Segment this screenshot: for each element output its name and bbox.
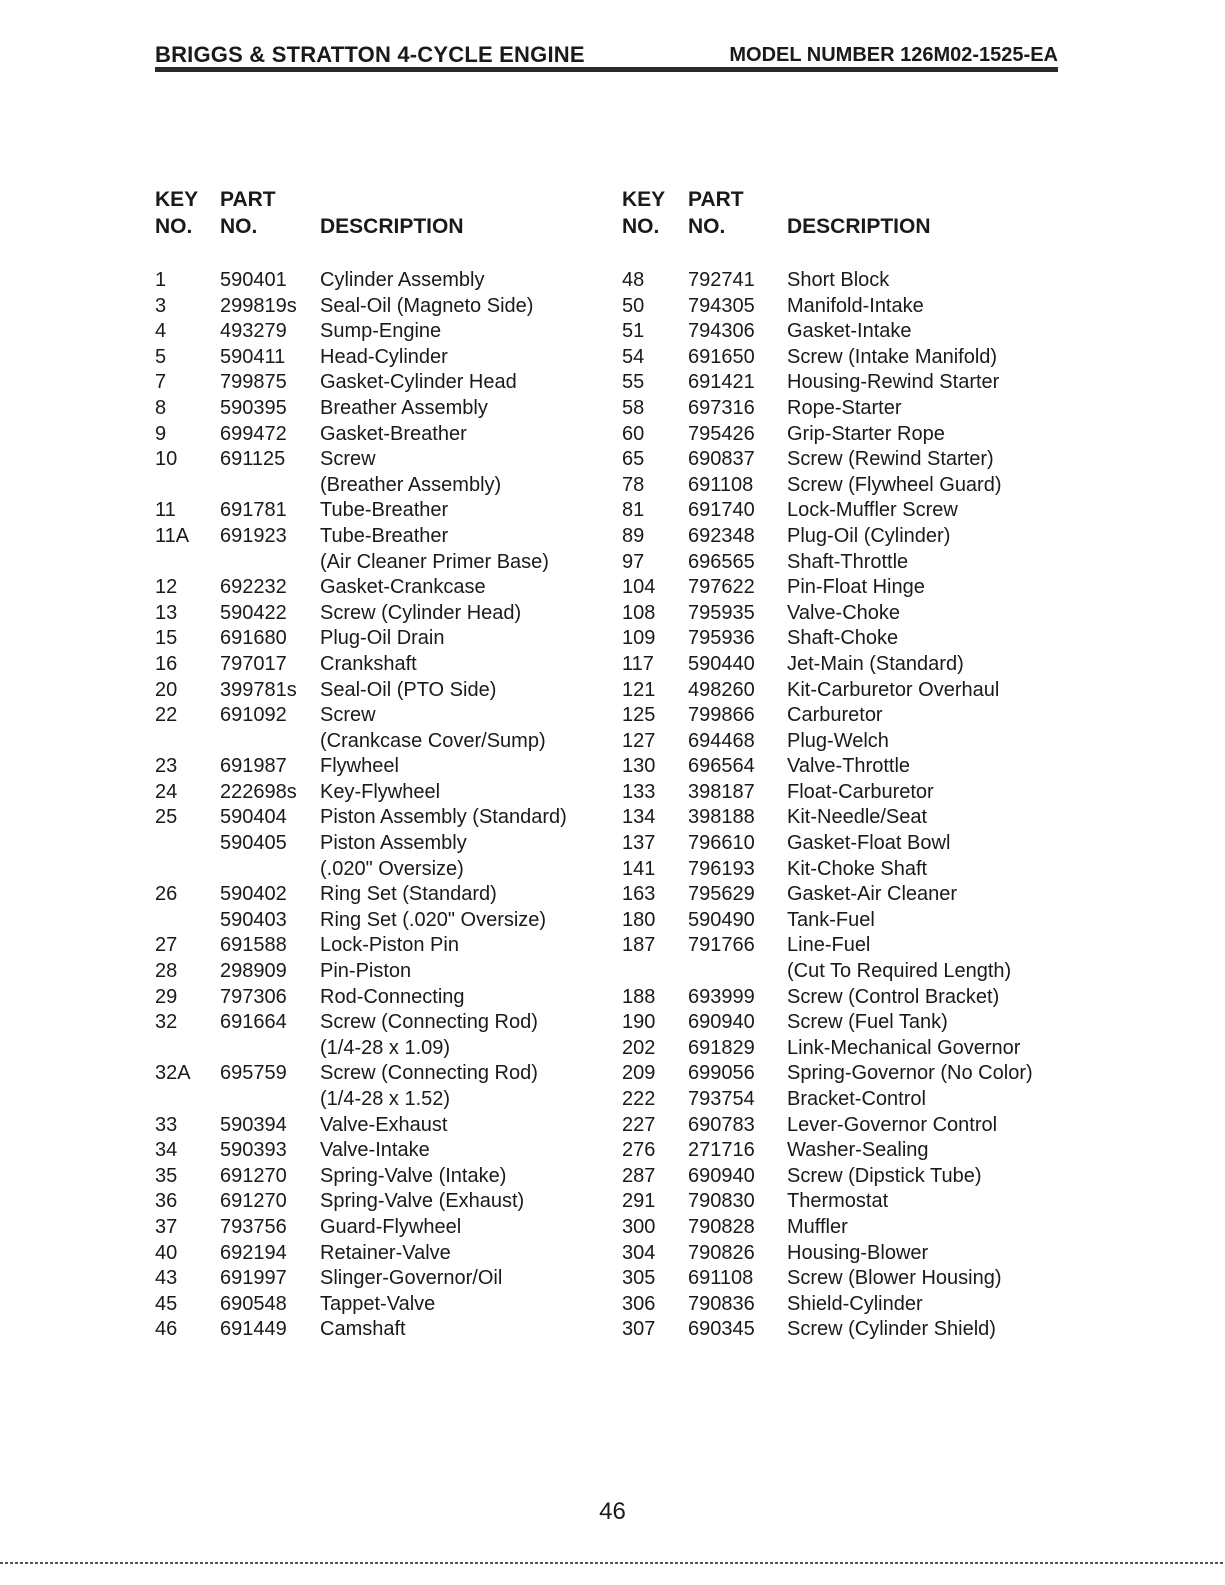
part-description: Screw — [320, 704, 376, 727]
key-number: 40 — [155, 1241, 178, 1264]
part-description: Washer-Sealing — [787, 1139, 929, 1162]
part-description: Grip-Starter Rope — [787, 422, 945, 445]
part-description: Spring-Valve (Intake) — [320, 1164, 507, 1187]
part-number: 590403 — [220, 908, 287, 931]
part-description: Lock-Muffler Screw — [787, 499, 958, 522]
key-number: 51 — [622, 320, 645, 343]
description-header: DESCRIPTION — [320, 215, 464, 238]
key-number: 305 — [622, 1267, 656, 1290]
key-number: 10 — [155, 448, 178, 471]
part-number: 794306 — [688, 320, 755, 343]
part-description: Rope-Starter — [787, 396, 902, 419]
part-description: Manifold-Intake — [787, 294, 924, 317]
part-description: Screw (Fuel Tank) — [787, 1011, 948, 1034]
part-description: Piston Assembly (Standard) — [320, 806, 567, 829]
key-number: 26 — [155, 883, 178, 906]
part-number: 590404 — [220, 806, 287, 829]
part-number: 590402 — [220, 883, 287, 906]
key-number: 202 — [622, 1036, 656, 1059]
key-number: 141 — [622, 857, 656, 880]
part-description: Shield-Cylinder — [787, 1292, 923, 1315]
key-number: 46 — [155, 1318, 178, 1341]
key-number: 108 — [622, 601, 656, 624]
key-number: 287 — [622, 1164, 656, 1187]
description-header: DESCRIPTION — [787, 215, 931, 238]
part-description: Muffler — [787, 1215, 848, 1238]
key-number: 65 — [622, 448, 645, 471]
part-number: 691781 — [220, 499, 287, 522]
part-description: Tube-Breather — [320, 524, 449, 547]
part-number: 699056 — [688, 1062, 755, 1085]
part-description: Shaft-Choke — [787, 627, 899, 650]
part-number: 690940 — [688, 1011, 755, 1034]
part-description: Bracket-Control — [787, 1088, 926, 1110]
part-description: Cylinder Assembly — [320, 269, 485, 291]
part-number: 796610 — [688, 832, 755, 855]
key-number: 20 — [155, 678, 178, 701]
part-description: Breather Assembly — [320, 396, 488, 419]
part-number: 590393 — [220, 1139, 287, 1162]
part-description: (Air Cleaner Primer Base) — [320, 550, 549, 573]
part-number: 795426 — [688, 422, 755, 445]
key-number: 163 — [622, 883, 656, 906]
key-number: 3 — [155, 294, 167, 317]
part-number: 590394 — [220, 1113, 287, 1136]
key-number: 81 — [622, 499, 645, 522]
part-description: Screw (Blower Housing) — [787, 1267, 1002, 1290]
key-number: 35 — [155, 1164, 178, 1187]
part-description: Screw (Rewind Starter) — [787, 448, 994, 471]
part-description: Gasket-Crankcase — [320, 576, 486, 599]
part-header-line2: NO. — [220, 215, 258, 238]
key-number: 300 — [622, 1215, 656, 1238]
part-description: Kit-Needle/Seat — [787, 806, 928, 829]
key-header-line2: NO. — [622, 215, 660, 238]
part-number: 590490 — [688, 908, 755, 931]
part-number: 691650 — [688, 345, 755, 368]
part-description: Seal-Oil (PTO Side) — [320, 678, 497, 701]
part-number: 795936 — [688, 627, 755, 650]
part-description: Flywheel — [320, 755, 399, 778]
key-number: 25 — [155, 806, 178, 829]
part-header-line2: NO. — [688, 215, 726, 238]
key-number: 28 — [155, 960, 178, 983]
part-number: 398188 — [688, 806, 755, 829]
part-description: Seal-Oil (Magneto Side) — [320, 294, 534, 317]
part-number: 699472 — [220, 422, 287, 445]
key-number: 89 — [622, 524, 645, 547]
part-number: 691092 — [220, 704, 287, 727]
part-number: 790828 — [688, 1215, 755, 1238]
part-number: 799875 — [220, 371, 287, 394]
part-description: Screw (Dipstick Tube) — [787, 1164, 982, 1187]
document-title: BRIGGS & STRATTON 4-CYCLE ENGINE — [155, 42, 585, 67]
part-number: 691997 — [220, 1267, 287, 1290]
part-number: 691923 — [220, 524, 287, 547]
part-number: 691108 — [688, 473, 754, 496]
part-description: Sump-Engine — [320, 320, 442, 343]
part-number: 590422 — [220, 601, 287, 624]
part-number: 797017 — [220, 652, 287, 675]
key-header-line1: KEY — [155, 188, 199, 211]
part-number: 791766 — [688, 934, 755, 957]
part-number: 691125 — [220, 448, 286, 471]
part-number: 398187 — [688, 780, 755, 803]
part-number: 692348 — [688, 524, 755, 547]
key-number: 13 — [155, 601, 178, 624]
part-number: 691829 — [688, 1036, 755, 1059]
part-number: 692232 — [220, 576, 287, 599]
key-number: 54 — [622, 345, 645, 368]
key-number: 276 — [622, 1139, 656, 1162]
part-description: Kit-Choke Shaft — [787, 857, 928, 880]
key-number: 9 — [155, 422, 167, 445]
part-number: 696564 — [688, 755, 755, 778]
key-number: 60 — [622, 422, 645, 445]
key-number: 104 — [622, 576, 656, 599]
part-number: 696565 — [688, 550, 755, 573]
key-number: 11A — [155, 524, 190, 547]
part-description: Thermostat — [787, 1190, 889, 1213]
key-number: 16 — [155, 652, 178, 675]
part-number: 693999 — [688, 985, 755, 1008]
part-description: (Crankcase Cover/Sump) — [320, 729, 546, 752]
key-number: 97 — [622, 550, 645, 573]
part-description: Slinger-Governor/Oil — [320, 1267, 503, 1290]
part-number: 793756 — [220, 1215, 287, 1238]
key-number: 304 — [622, 1241, 656, 1264]
part-number: 691664 — [220, 1011, 287, 1034]
key-number: 227 — [622, 1113, 656, 1136]
key-number: 37 — [155, 1215, 178, 1238]
key-number: 29 — [155, 985, 178, 1008]
part-description: (Breather Assembly) — [320, 473, 502, 496]
key-number: 23 — [155, 755, 178, 778]
key-number: 190 — [622, 1011, 656, 1034]
key-number: 50 — [622, 294, 645, 317]
part-number: 790830 — [688, 1190, 755, 1213]
key-number: 1 — [155, 269, 167, 291]
part-description: Gasket-Cylinder Head — [320, 371, 517, 394]
key-header-line2: NO. — [155, 215, 193, 238]
part-description: Valve-Throttle — [787, 755, 911, 778]
key-header-line1: KEY — [622, 188, 666, 211]
part-description: Plug-Oil (Cylinder) — [787, 524, 951, 547]
key-number: 15 — [155, 627, 178, 650]
part-number: 691270 — [220, 1190, 287, 1213]
part-description: Spring-Governor (No Color) — [787, 1062, 1033, 1085]
part-description: Rod-Connecting — [320, 985, 465, 1008]
part-description: Lock-Piston Pin — [320, 934, 459, 957]
part-description: Screw (Intake Manifold) — [787, 345, 998, 368]
key-number: 55 — [622, 371, 645, 394]
part-description: Crankshaft — [320, 652, 417, 675]
key-number: 22 — [155, 704, 178, 727]
part-number: 691987 — [220, 755, 287, 778]
part-description: Retainer-Valve — [320, 1241, 451, 1264]
key-number: 180 — [622, 908, 656, 931]
part-description: Screw (Control Bracket) — [787, 985, 1000, 1008]
part-number: 299819s — [220, 294, 297, 317]
key-number: 137 — [622, 832, 656, 855]
key-number: 130 — [622, 755, 656, 778]
part-number: 399781s — [220, 678, 297, 701]
part-number: 590395 — [220, 396, 287, 419]
part-header-line1: PART — [688, 188, 744, 211]
part-number: 796193 — [688, 857, 755, 880]
key-number: 125 — [622, 704, 656, 727]
part-description: Gasket-Breather — [320, 422, 467, 445]
key-number: 24 — [155, 780, 178, 803]
part-number: 690940 — [688, 1164, 755, 1187]
key-number: 36 — [155, 1190, 178, 1213]
part-number: 691449 — [220, 1318, 287, 1341]
part-description: (Cut To Required Length) — [787, 960, 1012, 983]
key-number: 187 — [622, 934, 656, 957]
part-description: Camshaft — [320, 1318, 406, 1341]
part-description: Pin-Piston — [320, 960, 412, 983]
part-description: Screw — [320, 448, 376, 471]
key-number: 34 — [155, 1139, 178, 1162]
part-description: Valve-Exhaust — [320, 1113, 448, 1136]
part-description: Short Block — [787, 269, 890, 291]
part-number: 691270 — [220, 1164, 287, 1187]
part-number: 590401 — [220, 269, 287, 291]
part-description: Pin-Float Hinge — [787, 576, 925, 599]
key-number: 12 — [155, 576, 178, 599]
key-number: 307 — [622, 1318, 656, 1341]
key-number: 291 — [622, 1190, 656, 1213]
part-description: Head-Cylinder — [320, 345, 448, 368]
part-description: Screw (Connecting Rod) — [320, 1011, 538, 1034]
part-description: (1/4-28 x 1.09) — [320, 1036, 451, 1059]
part-header-line1: PART — [220, 188, 276, 211]
part-number: 797622 — [688, 576, 755, 599]
part-number: 797306 — [220, 985, 287, 1008]
key-number: 209 — [622, 1062, 656, 1085]
part-description: Piston Assembly — [320, 832, 467, 855]
part-number: 690345 — [688, 1318, 755, 1341]
part-number: 691740 — [688, 499, 755, 522]
part-description: Tube-Breather — [320, 499, 449, 522]
key-number: 78 — [622, 473, 645, 496]
part-description: (1/4-28 x 1.52) — [320, 1088, 451, 1110]
part-description: Housing-Rewind Starter — [787, 371, 1000, 394]
key-number: 11 — [155, 499, 176, 522]
part-description: Screw (Cylinder Head) — [320, 601, 522, 624]
part-description: Valve-Intake — [320, 1139, 430, 1162]
part-description: Shaft-Throttle — [787, 550, 909, 573]
key-number: 33 — [155, 1113, 178, 1136]
key-number: 117 — [622, 652, 654, 675]
part-description: Tank-Fuel — [787, 908, 875, 931]
part-description: Key-Flywheel — [320, 780, 441, 803]
part-description: Tappet-Valve — [320, 1292, 436, 1315]
part-description: Lever-Governor Control — [787, 1113, 998, 1136]
part-number: 690837 — [688, 448, 755, 471]
part-number: 590405 — [220, 832, 287, 855]
part-number: 792741 — [688, 269, 755, 291]
part-number: 298909 — [220, 960, 287, 983]
part-number: 695759 — [220, 1062, 287, 1085]
key-number: 32A — [155, 1062, 191, 1085]
key-number: 7 — [155, 371, 167, 394]
part-description: Screw (Cylinder Shield) — [787, 1318, 996, 1341]
part-number: 794305 — [688, 294, 755, 317]
part-number: 691421 — [688, 371, 755, 394]
part-description: Ring Set (.020" Oversize) — [320, 908, 547, 931]
part-description: Line-Fuel — [787, 934, 871, 957]
part-description: (.020" Oversize) — [320, 857, 464, 880]
part-description: Screw (Flywheel Guard) — [787, 473, 1002, 496]
model-number: MODEL NUMBER 126M02-1525-EA — [729, 44, 1058, 66]
part-number: 590411 — [220, 345, 286, 368]
key-number: 45 — [155, 1292, 178, 1315]
part-number: 590440 — [688, 652, 755, 675]
footer-rule — [0, 1562, 1225, 1564]
part-number: 790826 — [688, 1241, 755, 1264]
part-number: 690548 — [220, 1292, 287, 1315]
key-number: 4 — [155, 320, 167, 343]
header-rule — [155, 67, 1058, 72]
key-number: 32 — [155, 1011, 178, 1034]
part-description: Gasket-Float Bowl — [787, 832, 951, 855]
part-number: 222698s — [220, 780, 297, 803]
part-number: 795935 — [688, 601, 755, 624]
key-number: 134 — [622, 806, 656, 829]
part-description: Screw (Connecting Rod) — [320, 1062, 538, 1085]
part-description: Gasket-Air Cleaner — [787, 883, 958, 906]
part-description: Plug-Welch — [787, 729, 889, 752]
part-number: 697316 — [688, 396, 755, 419]
key-number: 121 — [622, 678, 656, 701]
part-number: 692194 — [220, 1241, 287, 1264]
part-description: Plug-Oil Drain — [320, 627, 445, 650]
key-number: 222 — [622, 1088, 656, 1110]
part-description: Link-Mechanical Governor — [787, 1036, 1021, 1059]
part-number: 799866 — [688, 704, 755, 727]
part-description: Carburetor — [787, 704, 883, 727]
part-number: 493279 — [220, 320, 287, 343]
key-number: 306 — [622, 1292, 656, 1315]
key-number: 58 — [622, 396, 645, 419]
key-number: 109 — [622, 627, 656, 650]
key-number: 8 — [155, 396, 167, 419]
part-description: Housing-Blower — [787, 1241, 929, 1264]
part-number: 691680 — [220, 627, 287, 650]
key-number: 5 — [155, 345, 167, 368]
part-number: 795629 — [688, 883, 755, 906]
key-number: 27 — [155, 934, 178, 957]
part-number: 694468 — [688, 729, 755, 752]
key-number: 188 — [622, 985, 656, 1008]
part-description: Guard-Flywheel — [320, 1215, 462, 1238]
part-number: 690783 — [688, 1113, 755, 1136]
part-number: 271716 — [688, 1139, 755, 1162]
part-description: Ring Set (Standard) — [320, 883, 497, 906]
part-number: 498260 — [688, 678, 755, 701]
key-number: 127 — [622, 729, 656, 752]
part-description: Jet-Main (Standard) — [787, 652, 964, 675]
key-number: 48 — [622, 269, 645, 291]
page-number: 46 — [599, 1498, 626, 1525]
part-description: Gasket-Intake — [787, 320, 912, 343]
part-description: Kit-Carburetor Overhaul — [787, 678, 1000, 701]
part-number: 793754 — [688, 1088, 755, 1110]
key-number: 43 — [155, 1267, 178, 1290]
part-number: 691588 — [220, 934, 287, 957]
part-description: Valve-Choke — [787, 601, 901, 624]
part-number: 790836 — [688, 1292, 755, 1315]
part-description: Spring-Valve (Exhaust) — [320, 1190, 525, 1213]
part-number: 691108 — [688, 1267, 754, 1290]
part-description: Float-Carburetor — [787, 780, 934, 803]
key-number: 133 — [622, 780, 656, 803]
